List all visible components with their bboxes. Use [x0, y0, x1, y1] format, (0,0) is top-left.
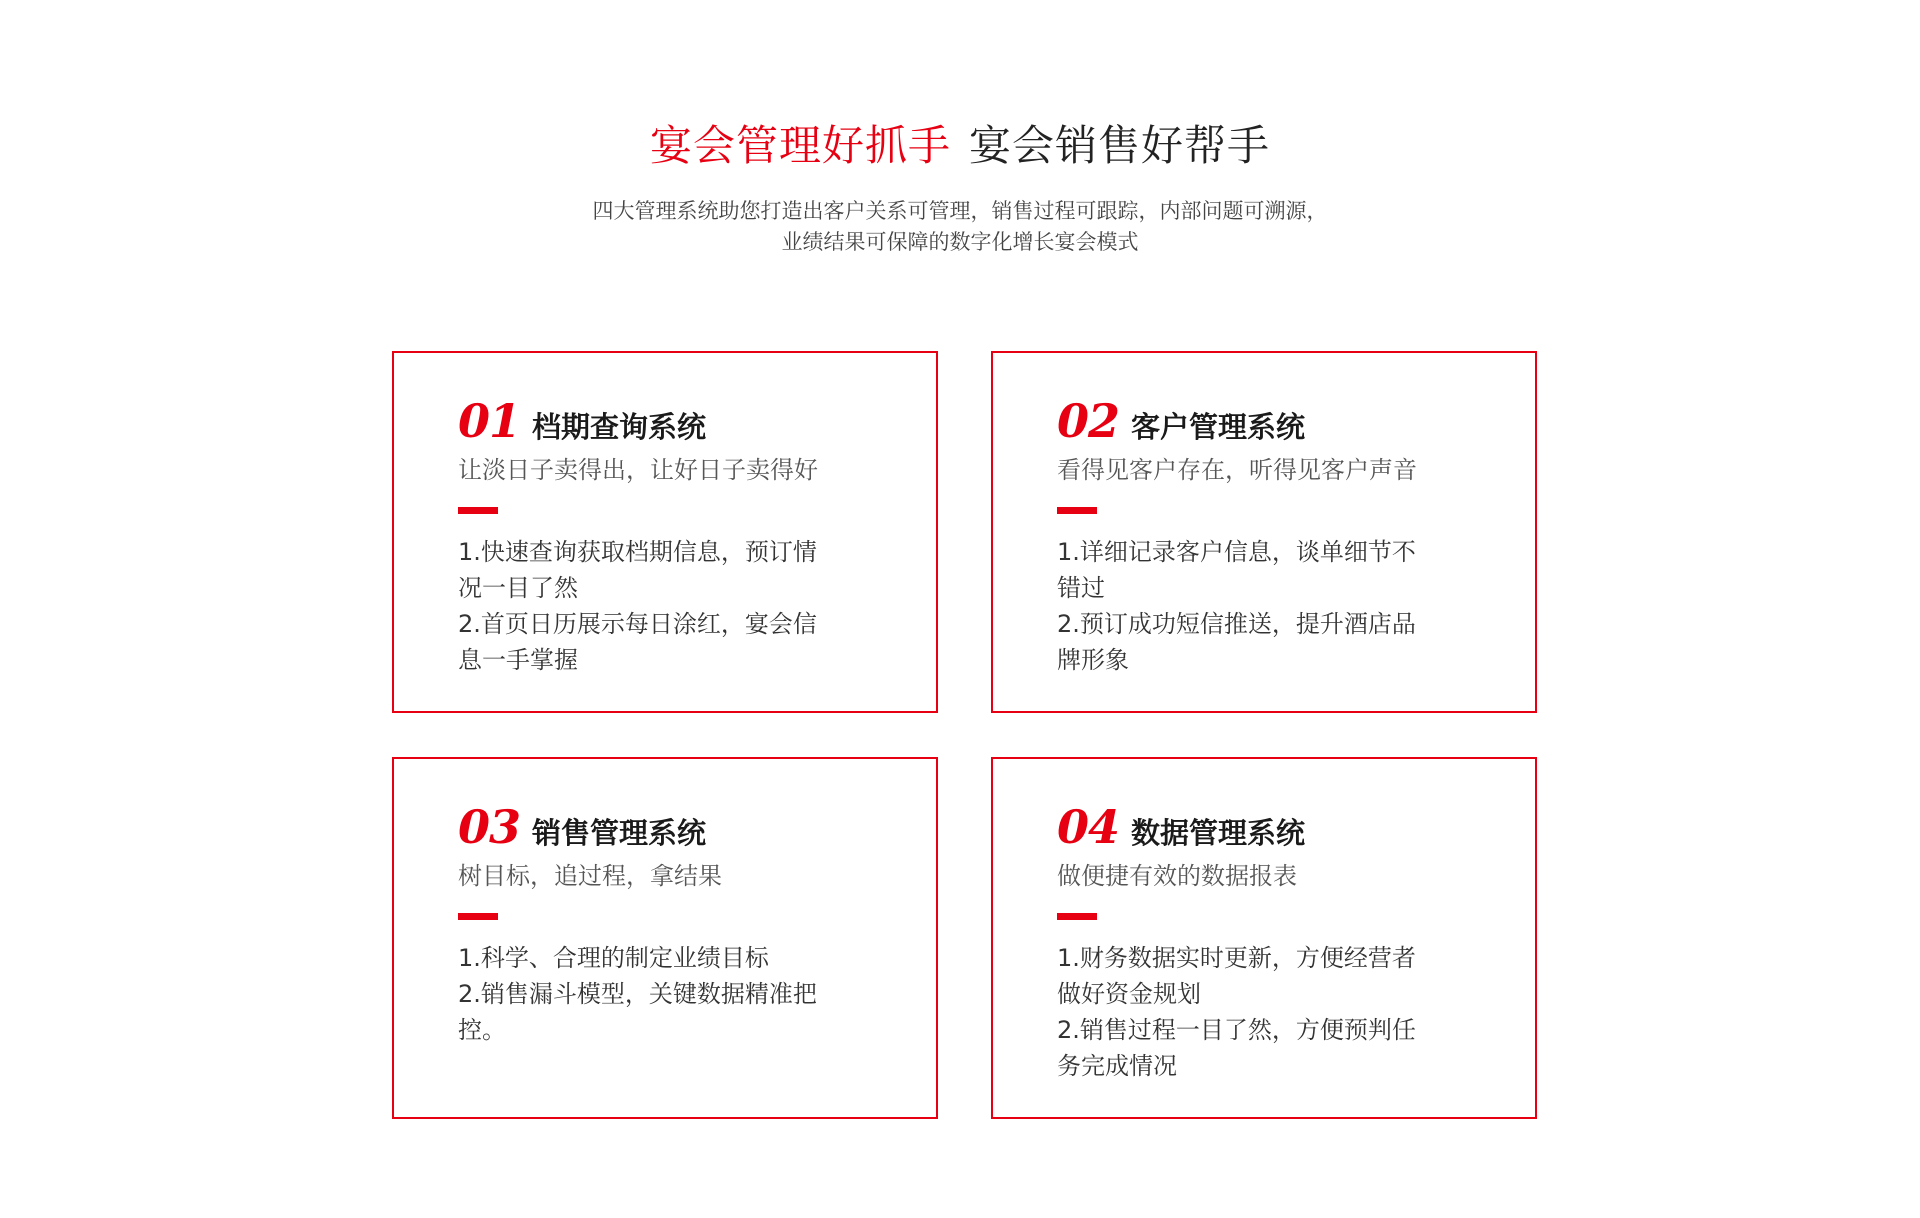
feature-card-data [991, 757, 1537, 1119]
page-title [0, 118, 1920, 174]
card-number: 04 [1057, 800, 1120, 854]
accent-bar [1057, 913, 1097, 920]
card-points [1057, 534, 1437, 678]
card-slogan: 让淡日子卖得出，让好日子卖得好 [458, 456, 818, 484]
card-point: 1.快速查询获取档期信息，预订情况一目了然 [458, 538, 817, 602]
card-number: 01 [458, 394, 521, 448]
section-header [0, 118, 1920, 258]
card-title: 客户管理系统 [1131, 410, 1306, 444]
accent-bar [1057, 507, 1097, 514]
subtitle-line-1: 四大管理系统助您打造出客户关系可管理，销售过程可跟踪，内部问题可溯源， [592, 199, 1328, 223]
card-slogan: 做便捷有效的数据报表 [1057, 862, 1297, 890]
card-point: 1.科学、合理的制定业绩目标 [458, 944, 769, 972]
card-number: 03 [458, 800, 521, 854]
card-point: 2.销售漏斗模型，关键数据精准把控。 [458, 980, 817, 1044]
feature-card-sales [392, 757, 938, 1119]
subtitle-line-2: 业绩结果可保障的数字化增长宴会模式 [781, 230, 1139, 254]
card-point: 2.首页日历展示每日涂红，宴会信息一手掌握 [458, 610, 817, 674]
card-point: 1.财务数据实时更新，方便经营者做好资金规划 [1057, 944, 1416, 1008]
page-subtitle [0, 196, 1920, 258]
card-point: 2.预订成功短信推送，提升酒店品牌形象 [1057, 610, 1416, 674]
card-title: 档期查询系统 [532, 410, 707, 444]
card-slogan: 树目标，追过程，拿结果 [458, 862, 722, 890]
card-title: 销售管理系统 [532, 816, 707, 850]
title-secondary: 宴会销售好帮手 [969, 121, 1271, 170]
feature-card-schedule [392, 351, 938, 713]
title-highlight: 宴会管理好抓手 [649, 121, 951, 170]
feature-card-customer [991, 351, 1537, 713]
card-points [458, 534, 838, 678]
card-number: 02 [1057, 394, 1120, 448]
card-point: 1.详细记录客户信息，谈单细节不错过 [1057, 538, 1416, 602]
accent-bar [458, 913, 498, 920]
card-slogan: 看得见客户存在，听得见客户声音 [1057, 456, 1417, 484]
card-point: 2.销售过程一目了然，方便预判任务完成情况 [1057, 1016, 1416, 1080]
card-title: 数据管理系统 [1131, 816, 1306, 850]
card-points [458, 940, 838, 1048]
accent-bar [458, 507, 498, 514]
card-points [1057, 940, 1437, 1084]
